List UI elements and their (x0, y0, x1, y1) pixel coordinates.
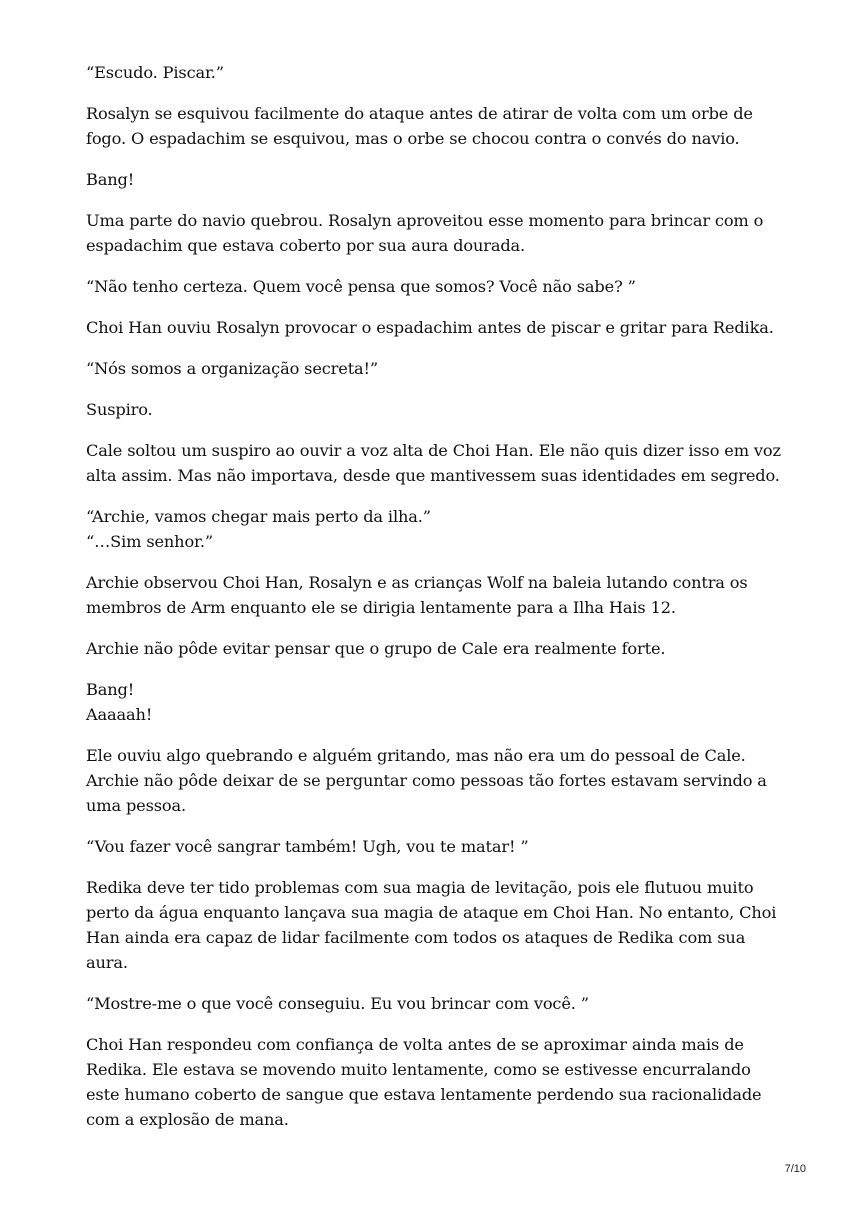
body-text (86, 60, 786, 1148)
paragraph-11: Archie observou Choi Han, Rosalyn e as crianças Wolf na baleia lutando contra os membros de Arm enquanto ele se dirigia lentamente para a Ilha Hais 12. (86, 573, 748, 617)
paragraph-14: Ele ouviu algo quebrando e alguém gritando, mas não era um do pessoal de Cale. Archie não pôde deixar de se perguntar como pessoas tão fortes estavam servindo a uma pessoa. (86, 746, 767, 815)
paragraph-5: “Não tenho certeza. Quem você pensa que somos? Você não sabe? ” (86, 277, 636, 296)
paragraph-9: Cale soltou um suspiro ao ouvir a voz alta de Choi Han. Ele não quis dizer isso em voz alta assim. Mas não importava, desde que mantivessem suas identidades em segredo. (86, 441, 781, 485)
paragraph-16: Redika deve ter tido problemas com sua magia de levitação, pois ele flutuou muito perto da água enquanto lançava sua magia de ataque em Choi Han. No entanto, Choi Han ainda era capaz de lidar facilmente com todos os ataques de Redika com sua aura. (86, 878, 777, 972)
paragraph-2: Rosalyn se esquivou facilmente do ataque antes de atirar de volta com um orbe de fogo. O espadachim se esquivou, mas o orbe se chocou contra o convés do navio. (86, 104, 753, 148)
paragraph-8: Suspiro. (86, 400, 153, 419)
paragraph-12: Archie não pôde evitar pensar que o grupo de Cale era realmente forte. (86, 639, 666, 658)
paragraph-1: “Escudo. Piscar.” (86, 63, 224, 82)
paragraph-13: Bang! Aaaaah! (86, 680, 153, 724)
page-number: 7/10 (784, 1163, 806, 1175)
paragraph-7: “Nós somos a organização secreta!” (86, 359, 379, 378)
paragraph-4: Uma parte do navio quebrou. Rosalyn aproveitou esse momento para brincar com o espadachim que estava coberto por sua aura dourada. (86, 211, 764, 255)
paragraph-18: Choi Han respondeu com confiança de volta antes de se aproximar ainda mais de Redika. Ele estava se movendo muito lentamente, como se estivesse encurralando este humano coberto de sangue que estava lentamente perdendo sua racionalidade com a explosão de mana. (86, 1035, 762, 1129)
paragraph-3: Bang! (86, 170, 135, 189)
paragraph-10: “Archie, vamos chegar mais perto da ilha.” “…Sim senhor.” (86, 507, 431, 551)
paragraph-17: “Mostre-me o que você conseguiu. Eu vou brincar com você. ” (86, 994, 589, 1013)
paragraph-15: “Vou fazer você sangrar também! Ugh, vou te matar! ” (86, 837, 529, 856)
paragraph-6: Choi Han ouviu Rosalyn provocar o espadachim antes de piscar e gritar para Redika. (86, 318, 774, 337)
